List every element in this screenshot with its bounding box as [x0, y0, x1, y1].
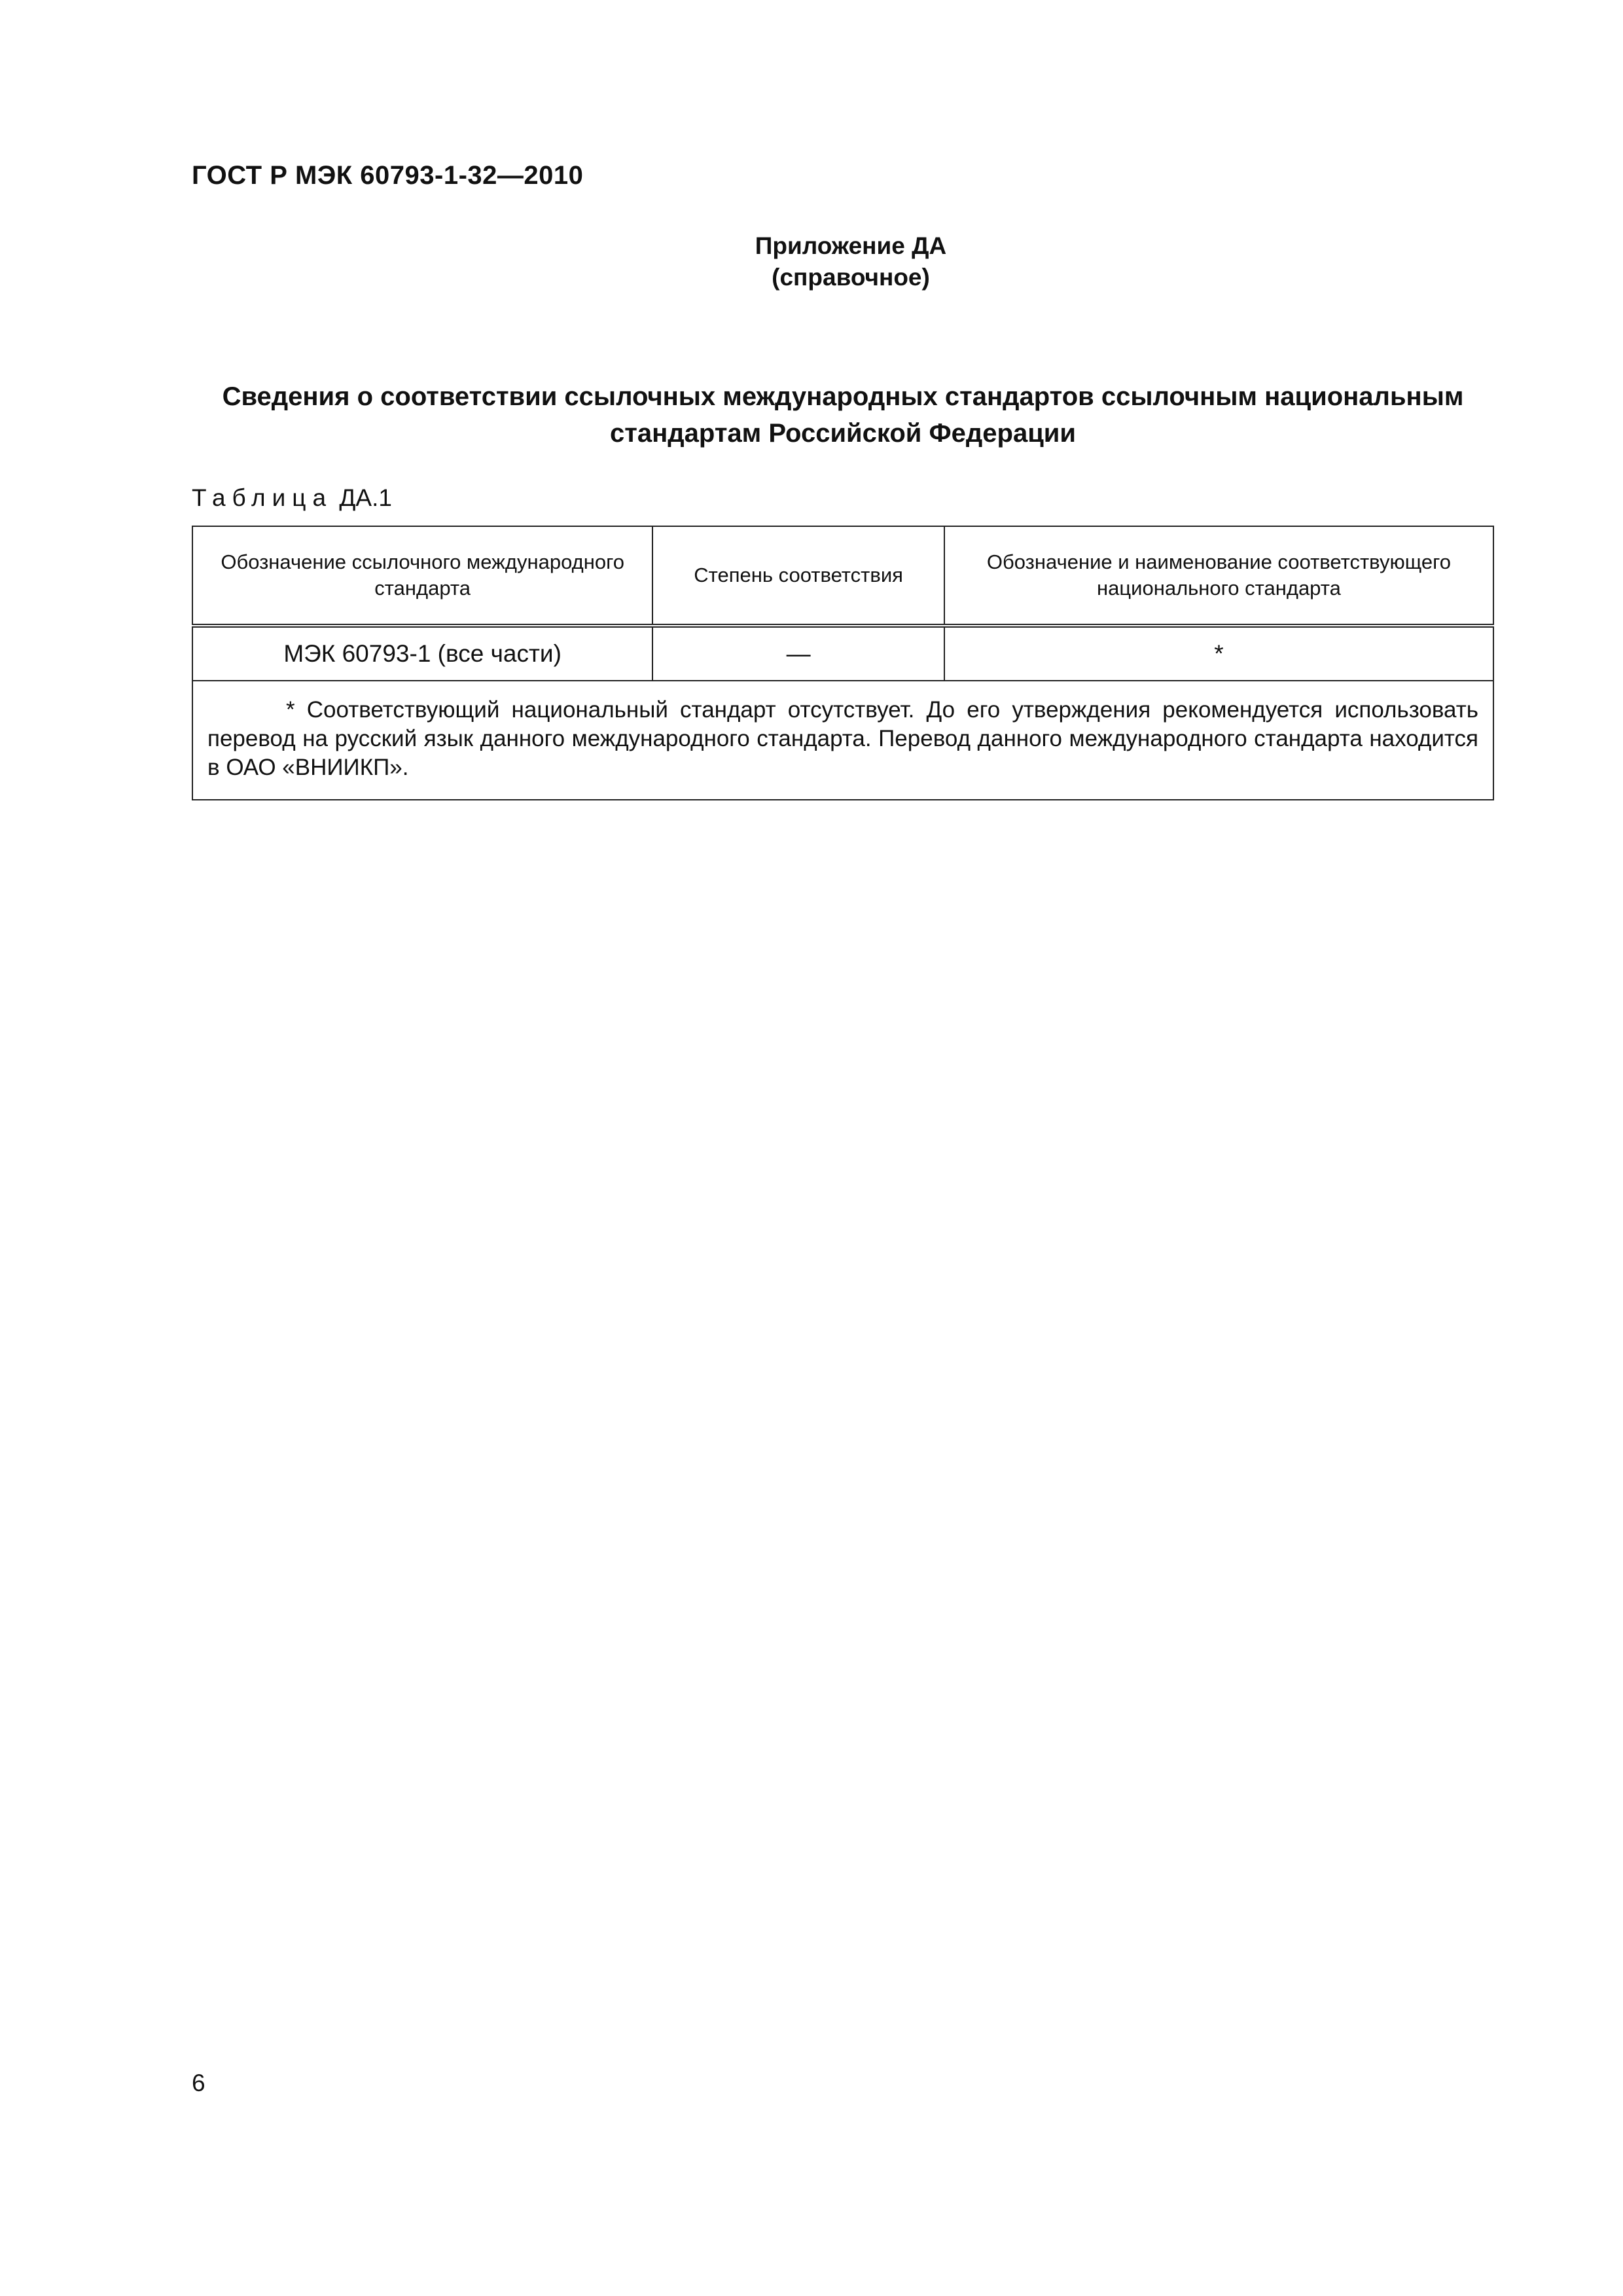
- table-caption-prefix: Таблица: [192, 484, 333, 511]
- table-footnote-cell: [192, 681, 1493, 800]
- correspondence-table: [192, 526, 1494, 800]
- table-header-row: [192, 526, 1493, 626]
- cell-degree-of-correspondence: —: [652, 626, 944, 681]
- table-row: [192, 626, 1493, 681]
- table-caption: [192, 484, 392, 512]
- appendix-title: Приложение ДА: [755, 232, 947, 259]
- table-footnote-row: [192, 681, 1493, 800]
- column-header-international-standard: Обозначение ссылочного международного стандарта: [192, 526, 652, 626]
- section-heading: Сведения о соответствии ссылочных международных стандартов ссылочным национальным стандартам Российской Федерации: [222, 382, 1464, 448]
- page-number: 6: [192, 2070, 205, 2096]
- table-caption-id: ДА.1: [339, 484, 392, 511]
- appendix-label: [654, 230, 1047, 293]
- cell-international-standard: МЭК 60793-1 (все части): [192, 626, 652, 681]
- cell-national-standard: *: [944, 626, 1493, 681]
- table-footnote: * Соответствующий национальный стандарт отсутствует. До его утверждения рекомендуется использовать перевод на русский язык данного международного стандарта. Перевод данного международного стандарта находится в ОАО «ВНИИКП».: [207, 697, 1478, 780]
- appendix-type: (справочное): [772, 264, 930, 291]
- column-header-degree-of-correspondence: Степень соответствия: [652, 526, 944, 626]
- column-header-national-standard: Обозначение и наименование соответствующего национального стандарта: [944, 526, 1493, 626]
- document-code: ГОСТ Р МЭК 60793-1-32—2010: [192, 161, 584, 190]
